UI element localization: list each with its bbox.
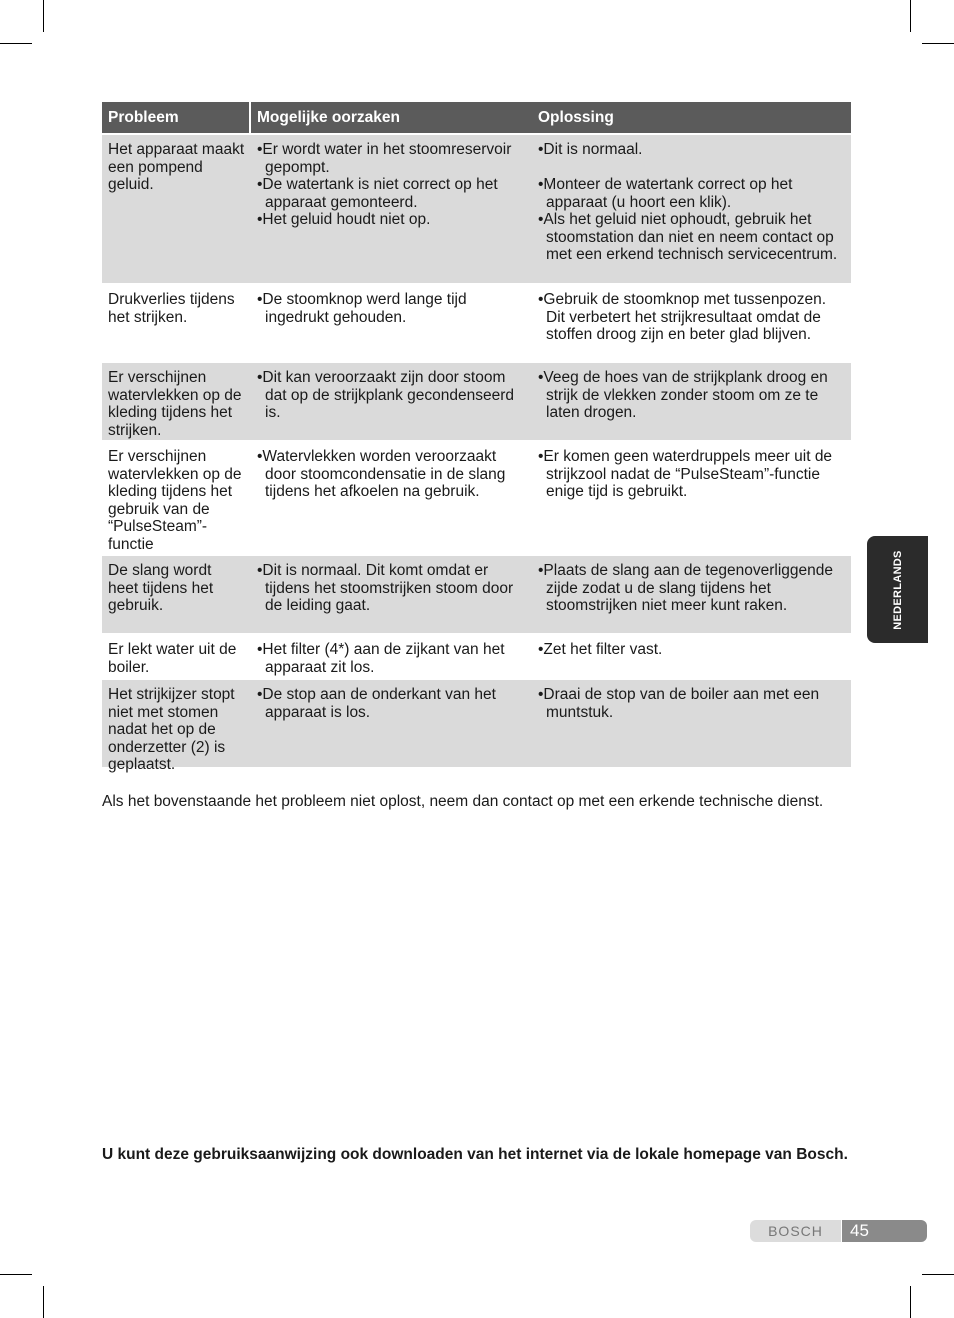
download-note: U kunt deze gebruiksaanwijzing ook downloaden van het internet via de lokale homepage van Bosch. (102, 1146, 848, 1163)
table-row (102, 440, 851, 554)
table-row (102, 554, 851, 633)
causes-cell (251, 442, 532, 554)
solution-spacer (538, 159, 845, 177)
causes-cell (251, 635, 532, 678)
cause-item: •De watertank is niet correct op het apparaat gemonteerd. (257, 176, 498, 211)
language-tab-label: NEDERLANDS (891, 549, 904, 630)
solution-item: •Gebruik de stoomknop met tussenpozen. Dit verbetert het strijkresultaat omdat de stoffen droog zijn en beter glad blijven. (538, 291, 827, 343)
header-problem: Probleem (102, 102, 251, 133)
crop-mark (43, 0, 44, 32)
cause-item: •Watervlekken worden veroorzaakt door stoomcondensatie in de slang tijdens het afkoelen na gebruik. (257, 448, 506, 500)
table-body (102, 133, 851, 773)
problem-cell: De slang wordt heet tijdens het gebruik. (108, 562, 214, 614)
crop-mark (922, 1274, 954, 1275)
cause-item: •Dit is normaal. Dit komt omdat er tijdens het stoomstrijken stoom door de leiding gaat. (257, 562, 514, 614)
troubleshooting-table (102, 102, 851, 773)
causes-cell (251, 556, 532, 633)
solution-item: •Dit is normaal. (538, 141, 643, 158)
crop-mark (922, 43, 954, 44)
crop-mark (0, 43, 32, 44)
solution-cell (532, 363, 851, 440)
crop-mark (910, 0, 911, 32)
solution-cell (532, 442, 851, 554)
problem-cell: Er verschijnen watervlekken op de kleding tijdens het strijken. (108, 369, 242, 439)
crop-mark (910, 1286, 911, 1318)
cause-item: •Het filter (4*) aan de zijkant van het apparaat zit los. (257, 641, 505, 676)
header-solution: Oplossing (538, 108, 614, 126)
language-tab (867, 536, 928, 643)
causes-cell (251, 680, 532, 767)
solution-item: •Als het geluid niet ophoudt, gebruik het stoomstation dan niet en neem contact op met een erkend technisch servicecentrum. (538, 211, 838, 263)
cause-item: •Er wordt water in het stoomreservoir gepompt. (257, 141, 512, 176)
table-row (102, 133, 851, 283)
table-row (102, 361, 851, 440)
problem-cell: Er verschijnen watervlekken op de kleding tijdens het gebruik van de “PulseSteam”-functie (108, 448, 242, 553)
solution-item: •Draai de stop van de boiler aan met een muntstuk. (538, 686, 820, 721)
causes-cell (251, 363, 532, 440)
crop-mark (0, 1274, 32, 1275)
header-causes: Mogelijke oorzaken (257, 108, 400, 126)
solution-cell (532, 635, 851, 678)
causes-cell (251, 135, 532, 283)
problem-cell: Er lekt water uit de boiler. (108, 641, 237, 676)
table-header (102, 102, 851, 133)
solution-cell (532, 556, 851, 633)
problem-cell: Het strijkijzer stopt niet met stomen nadat het op de onderzetter (2) is geplaatst. (108, 686, 235, 773)
solution-item: •Plaats de slang aan de tegenoverliggende zijde zodat u de slang tijdens het stoomstrijken niet meer kunt raken. (538, 562, 833, 614)
solution-cell (532, 285, 851, 361)
problem-cell: Drukverlies tijdens het strijken. (108, 291, 235, 326)
table-row (102, 678, 851, 773)
page-number: 45 (842, 1220, 927, 1242)
causes-cell (251, 285, 532, 361)
cause-item: •Het geluid houdt niet op. (257, 211, 431, 228)
solution-cell (532, 135, 851, 283)
solution-item: •Er komen geen waterdruppels meer uit de strijkzool nadat de “PulseSteam”-functie enige tijd is gebruikt. (538, 448, 833, 500)
contact-note: Als het bovenstaande het probleem niet oplost, neem dan contact op met een erkende technische dienst. (102, 793, 824, 810)
table-row (102, 283, 851, 361)
cause-item: •De stoomknop werd lange tijd ingedrukt gehouden. (257, 291, 467, 326)
problem-cell: Het apparaat maakt een pompend geluid. (108, 141, 245, 193)
cause-item: •Dit kan veroorzaakt zijn door stoom dat op de strijkplank gecondenseerd is. (257, 369, 515, 421)
footer-brand: BOSCH (750, 1220, 841, 1242)
solution-item: •Zet het filter vast. (538, 641, 663, 658)
solution-item: •Monteer de watertank correct op het apparaat (u hoort een klik). (538, 176, 793, 211)
solution-item: •Veeg de hoes van de strijkplank droog en strijk de vlekken zonder stoom om ze te laten drogen. (538, 369, 828, 421)
solution-cell (532, 680, 851, 767)
cause-item: •De stop aan de onderkant van het apparaat is los. (257, 686, 496, 721)
crop-mark (43, 1286, 44, 1318)
table-row (102, 633, 851, 678)
